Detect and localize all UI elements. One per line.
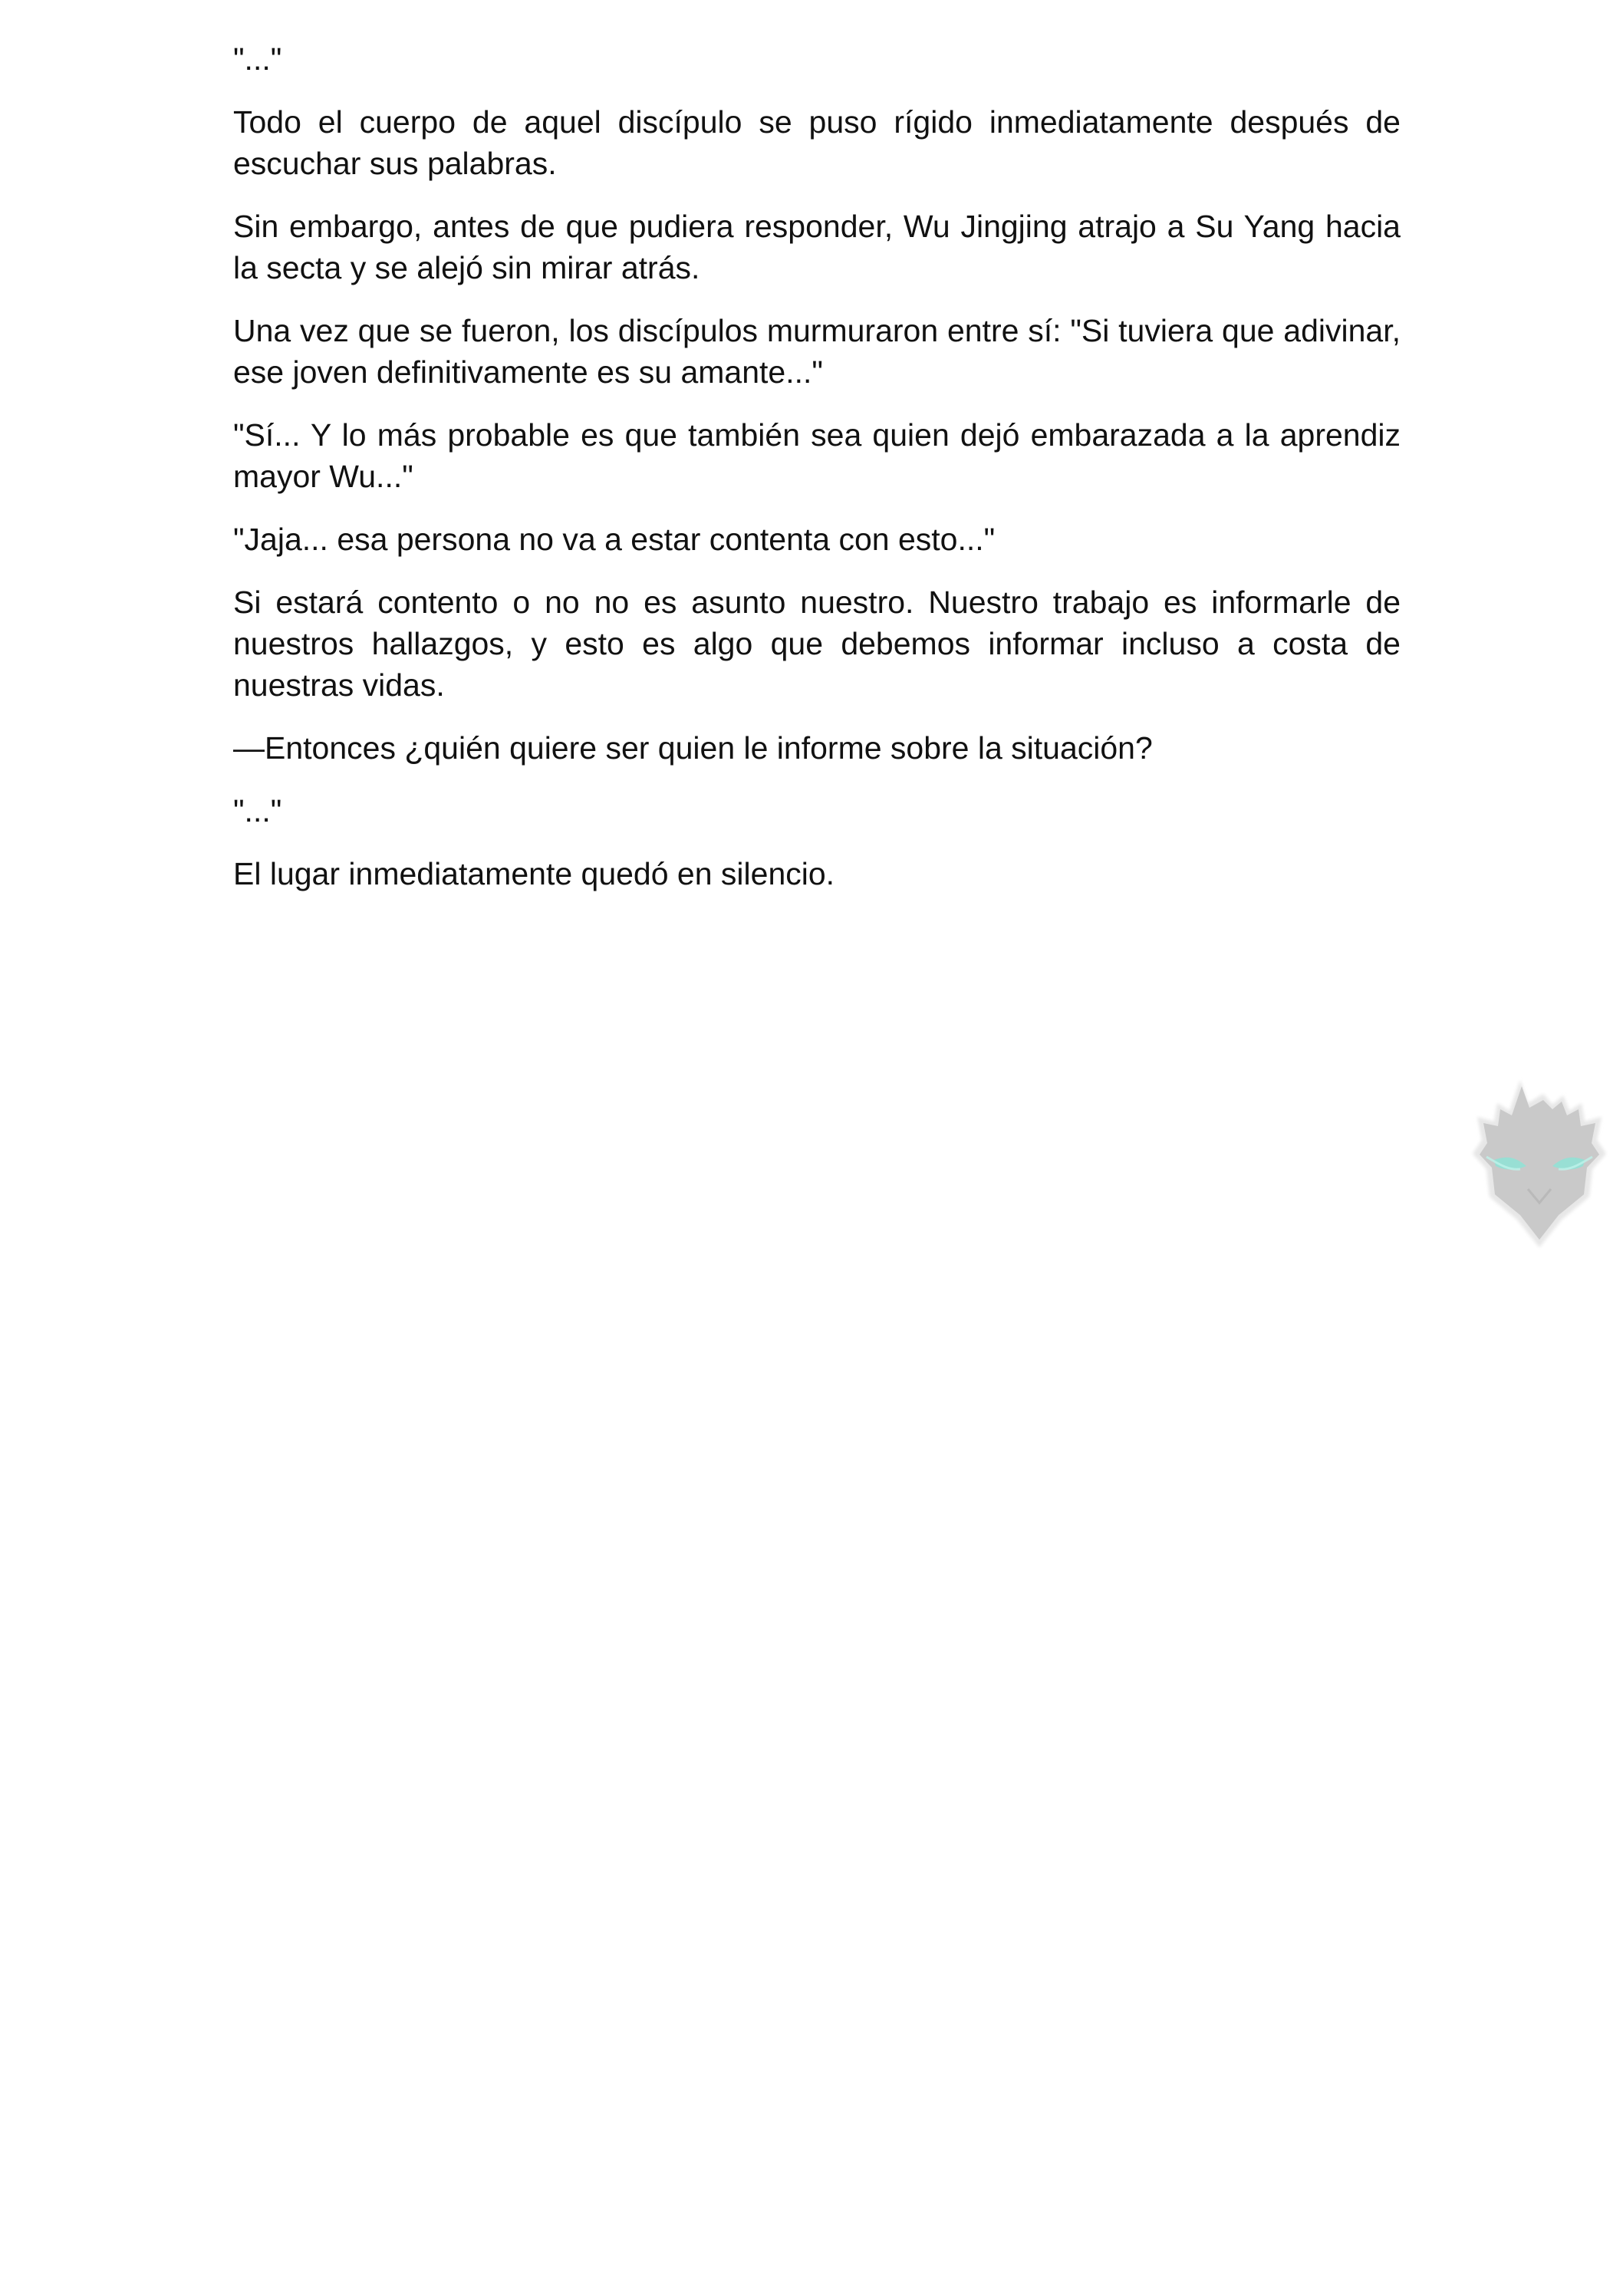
paragraph-1: "..." <box>233 41 282 77</box>
paragraph-8: —Entonces ¿quién quiere ser quien le informe sobre la situación? <box>233 730 1153 766</box>
paragraph-9: "..." <box>233 793 282 828</box>
demon-head-icon <box>1467 1074 1612 1250</box>
paragraph-4: Una vez que se fueron, los discípulos murmuraron entre sí: "Si tuviera que adivinar, ese joven definitivamente es su amante..." <box>233 313 1401 390</box>
document-body <box>233 38 1401 916</box>
paragraph-7: Si estará contento o no no es asunto nuestro. Nuestro trabajo es informarle de nuestros hallazgos, y esto es algo que debemos informar incluso a costa de nuestras vidas. <box>233 585 1401 703</box>
watermark-logo <box>1467 1074 1612 1250</box>
paragraph-6: "Jaja... esa persona no va a estar contenta con esto..." <box>233 522 996 557</box>
paragraph-2: Todo el cuerpo de aquel discípulo se puso rígido inmediatamente después de escuchar sus palabras. <box>233 104 1401 181</box>
paragraph-5: "Sí... Y lo más probable es que también sea quien dejó embarazada a la aprendiz mayor Wu..." <box>233 417 1401 494</box>
paragraph-10: El lugar inmediatamente quedó en silencio. <box>233 856 835 891</box>
paragraph-3: Sin embargo, antes de que pudiera responder, Wu Jingjing atrajo a Su Yang hacia la secta y se alejó sin mirar atrás. <box>233 209 1401 285</box>
